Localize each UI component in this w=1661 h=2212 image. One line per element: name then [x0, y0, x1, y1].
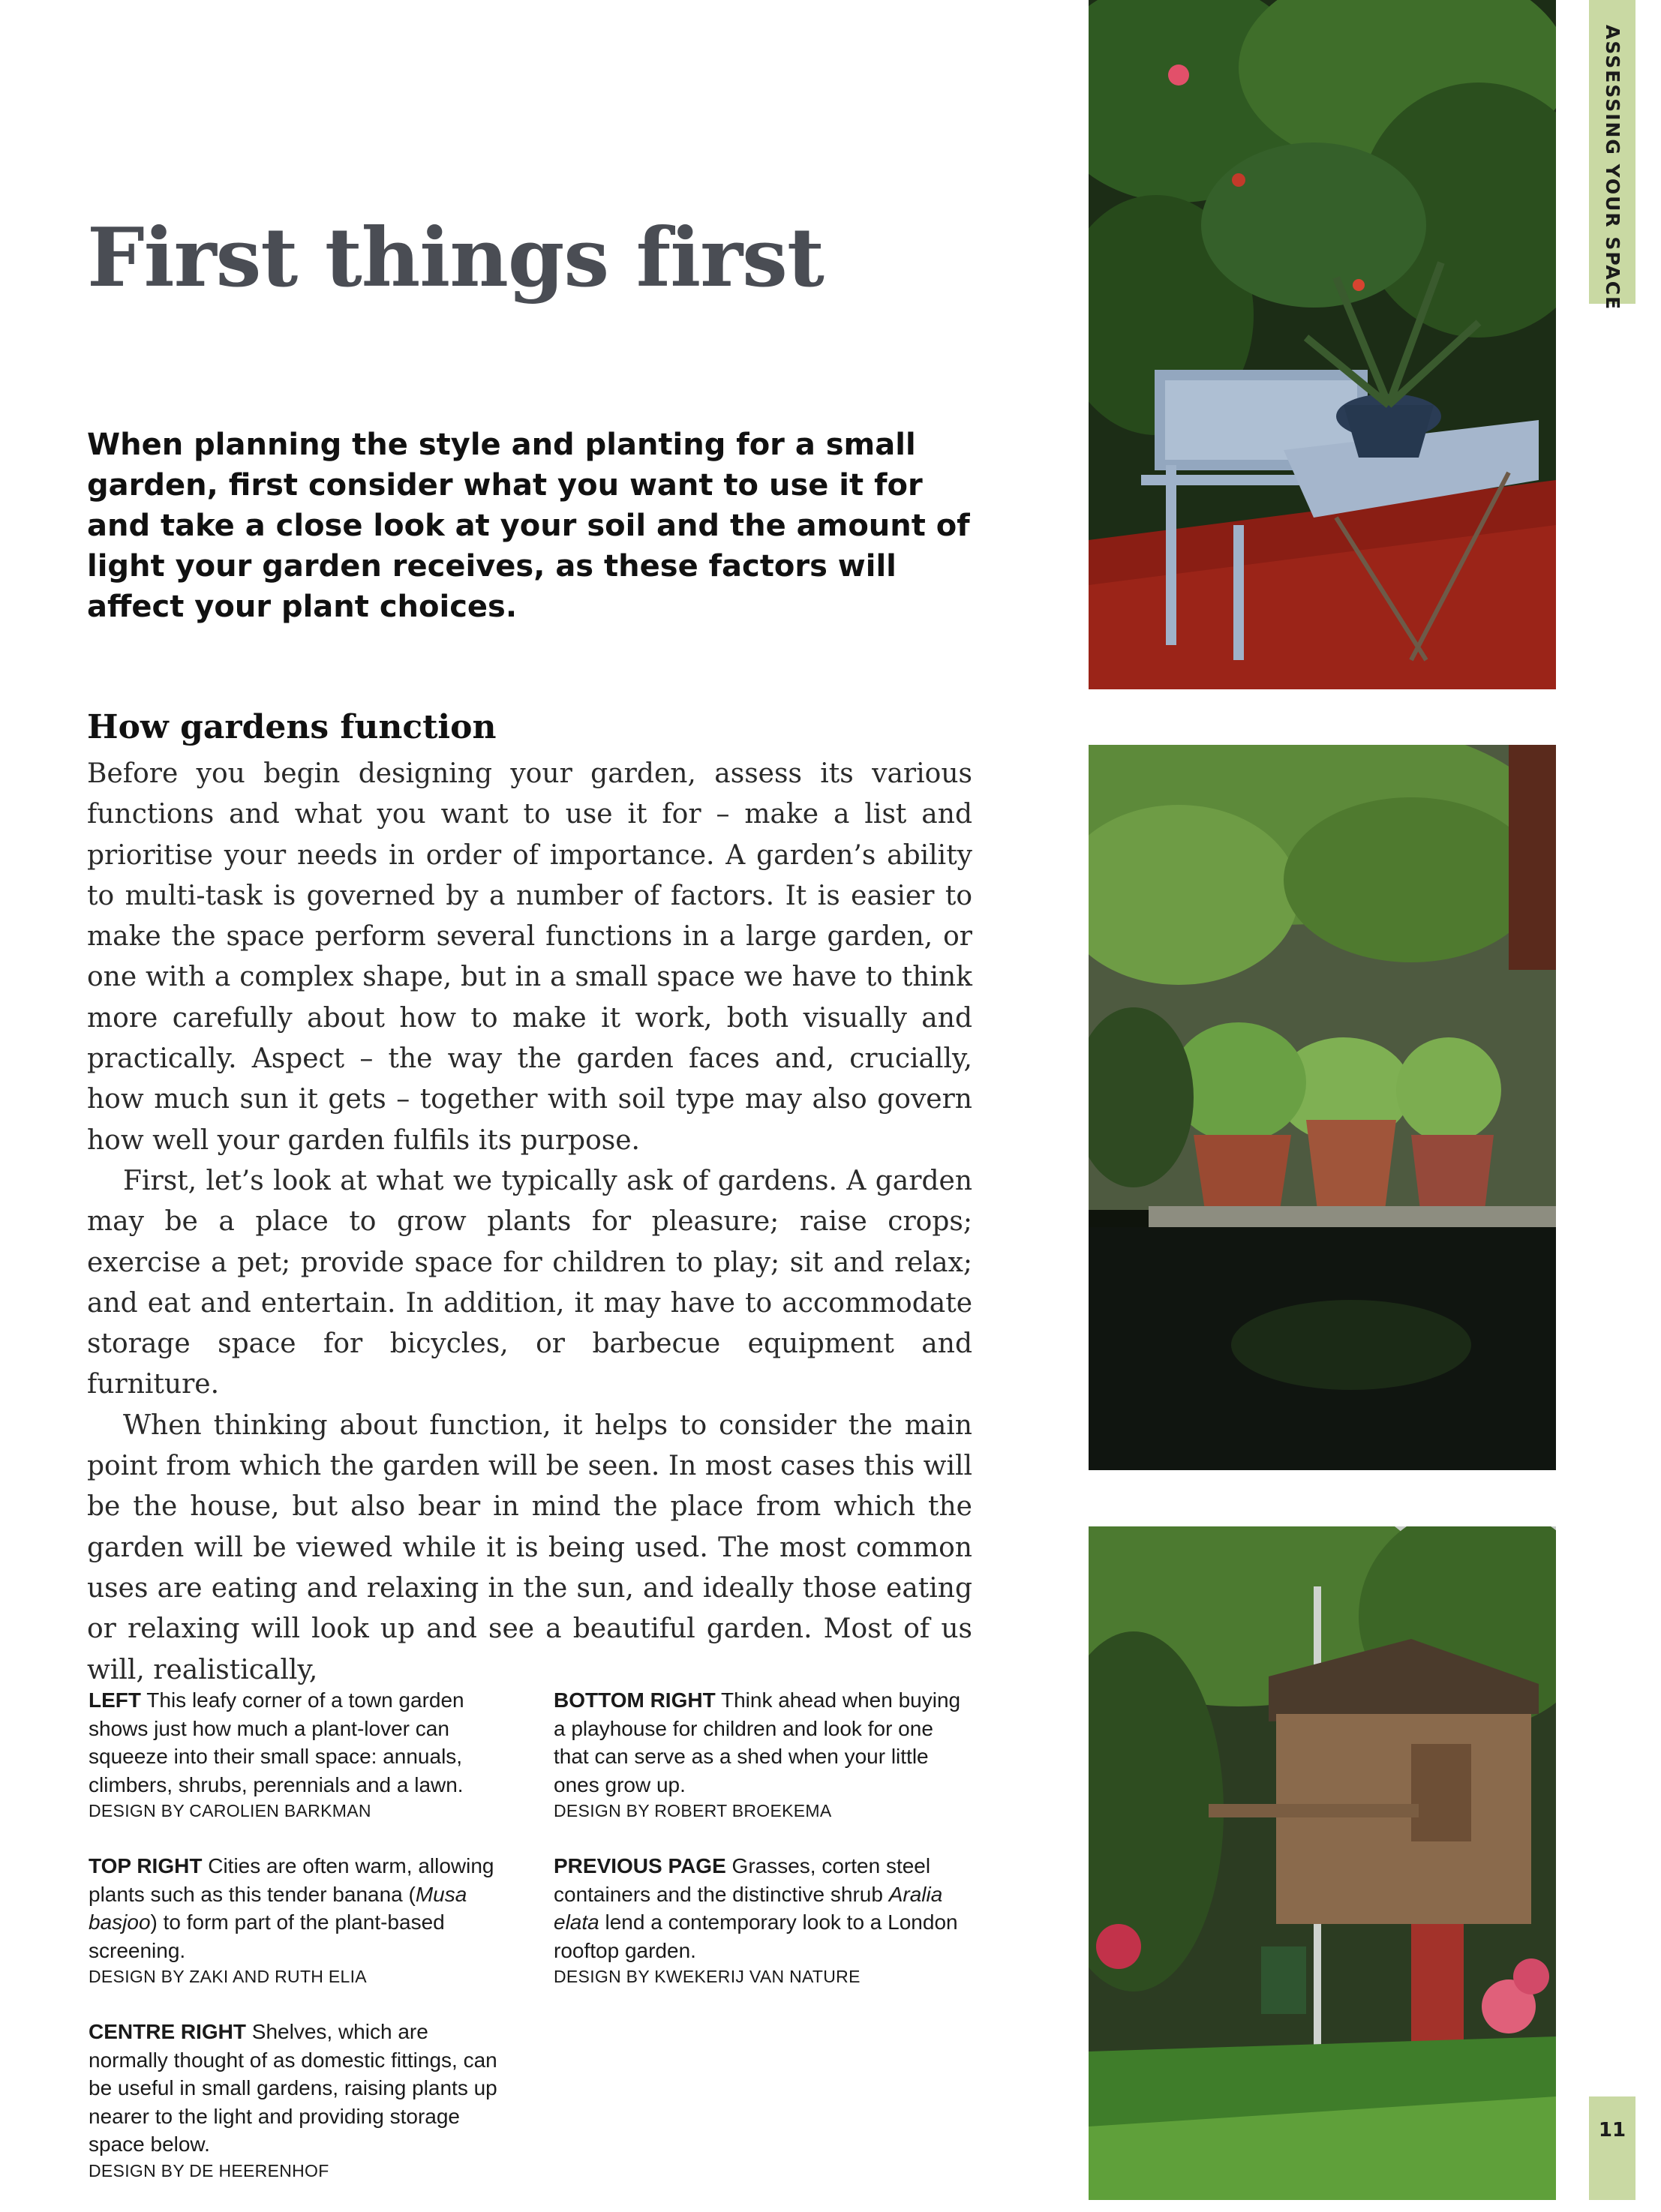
caption-credit: DESIGN BY CAROLIEN BARKMAN [89, 1801, 371, 1820]
photo-bench-garden [1089, 0, 1556, 689]
page-number-tab [1589, 2096, 1635, 2200]
photo-shelf-garden-illustration [1089, 745, 1556, 1470]
page-number: 11 [1598, 2119, 1626, 2141]
caption-bottom-right [554, 1686, 974, 1823]
caption-previous-page [554, 1852, 974, 1989]
photo-bench-garden-illustration [1089, 0, 1556, 689]
section-heading: How gardens function [87, 708, 497, 746]
caption-text: This leafy corner of a town garden shows just how much a plant-lover can squeeze into their small space: annuals, climbers, shrubs, perennials and a lawn. [89, 1688, 464, 1796]
caption-italic: Musa basjoo [89, 1882, 467, 1934]
caption-italic: Aralia elata [554, 1882, 943, 1934]
section-tab [1589, 0, 1635, 311]
caption-text: Shelves, which are normally thought of as domestic fittings, can be useful in small gardens, raising plants up nearer to the light and providing storage space below. [89, 2020, 497, 2156]
intro-paragraph: When planning the style and planting for a small garden, first consider what you want to use it for and take a close look at your soil and the amount of light your garden receives, as these factors will affect your plant choices. [87, 428, 970, 624]
photo-shelf-garden [1089, 745, 1556, 1470]
caption-text: Think ahead when buying a playhouse for children and look for one that can serve as a shed when your little ones grow up. [554, 1688, 961, 1796]
caption-text: Grasses, corten steel containers and the distinctive shrub [554, 1854, 931, 1906]
caption-top-right [89, 1852, 509, 1989]
caption-label: BOTTOM RIGHT [554, 1688, 716, 1712]
caption-label: LEFT [89, 1688, 141, 1712]
photo-playhouse-garden [1089, 1526, 1556, 2200]
section-tab-label: ASSESSING YOUR SPACE [1602, 25, 1623, 311]
caption-left [89, 1686, 509, 1823]
body-text [87, 754, 972, 1691]
body-paragraph: First, let’s look at what we typically ask of gardens. A garden may be a place to grow plants for pleasure; raise crops; exercise a pet; provide space for children to play; sit and relax; and eat and entertain. In addition, it may have to accommodate storage space for bicycles, or barbecue equipment and furniture. [87, 1165, 972, 1400]
caption-credit: DESIGN BY ROBERT BROEKEMA [554, 1801, 832, 1820]
caption-credit: DESIGN BY DE HEERENHOF [89, 2160, 329, 2180]
caption-credit: DESIGN BY KWEKERIJ VAN NATURE [554, 1967, 861, 1986]
body-paragraph: Before you begin designing your garden, assess its various functions and what you want to use it for – make a list and prioritise your needs in order of importance. A garden’s ability to multi-task is governed by a number of factors. It is easier to make the space perform several functions in a large garden, or one with a complex shape, but in a small space we have to think more carefully about how to make it work, both visually and practically. Aspect – the way the garden faces and, crucially, how much sun it gets – together with soil type may also govern how well your garden fulfils its purpose. [87, 758, 972, 1156]
captions-column-left [89, 1686, 509, 2212]
caption-text: ) to form part of the plant-based screening. [89, 1910, 445, 1962]
caption-label: PREVIOUS PAGE [554, 1854, 726, 1877]
caption-credit: DESIGN BY ZAKI AND RUTH ELIA [89, 1967, 367, 1986]
caption-label: CENTRE RIGHT [89, 2020, 246, 2043]
page-title: First things first [87, 211, 824, 305]
captions-column-right [554, 1686, 974, 2018]
caption-text: lend a contemporary look to a London rooftop garden. [554, 1910, 958, 1962]
caption-text: Cities are often warm, allowing plants such as this tender banana ( [89, 1854, 494, 1906]
caption-label: TOP RIGHT [89, 1854, 203, 1877]
photo-playhouse-garden-illustration [1089, 1526, 1556, 2200]
caption-centre-right [89, 2018, 509, 2183]
body-paragraph: When thinking about function, it helps to consider the main point from which the garden will be seen. In most cases this will be the house, but also bear in mind the place from which the garden will be viewed while it is being used. The most common uses are eating and relaxing in the sun, and ideally those eating or relaxing will look up and see a beautiful garden. Most of us will, realistically, [87, 1409, 972, 1685]
